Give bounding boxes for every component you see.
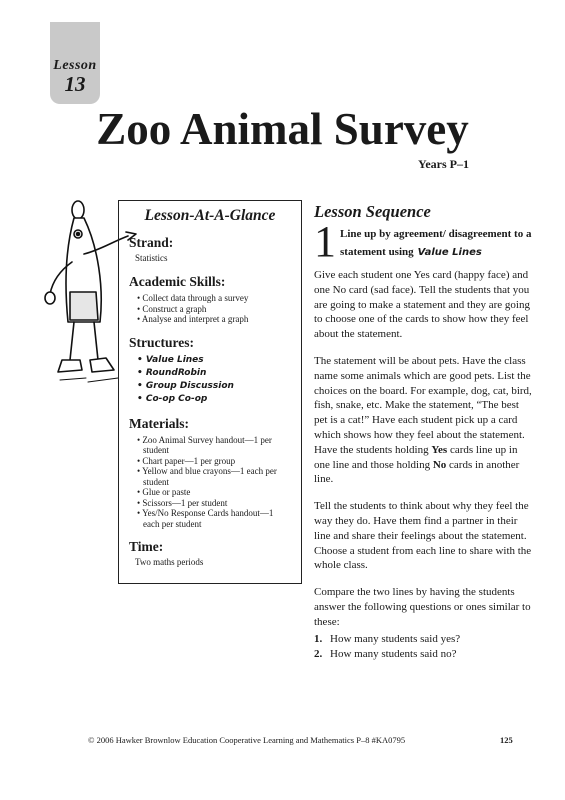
structures-heading: Structures:	[129, 334, 194, 350]
list-item: • RoundRobin	[129, 367, 291, 380]
question-number: 2.	[314, 647, 323, 660]
paragraph-1: Give each student one Yes card (happy face) and one No card (sad face). Tell the students that you are going to make a statement and they are going to choose one of the cards to show how they feel about the statement.	[314, 269, 530, 341]
list-item: • Chart paper—1 per group	[129, 456, 291, 467]
paragraph-2	[314, 354, 534, 487]
materials-heading: Materials:	[129, 415, 189, 431]
lesson-label: Lesson	[53, 58, 97, 73]
list-item: • Yellow and blue crayons—1 each per student	[129, 466, 291, 487]
question-number: 1.	[314, 632, 323, 645]
lesson-at-a-glance-box	[118, 200, 302, 584]
years-label: Years P–1	[418, 157, 469, 171]
no-word: No	[432, 458, 447, 471]
skills-heading: Academic Skills:	[129, 274, 226, 289]
materials-list	[129, 435, 291, 530]
lesson-tab	[50, 22, 100, 104]
structures-list	[129, 354, 291, 406]
time-heading: Time:	[129, 539, 164, 554]
list-item: • Analyse and interpret a graph	[129, 314, 291, 325]
list-item: • Value Lines	[129, 354, 291, 367]
lesson-sequence	[314, 202, 534, 662]
footer-copyright: © 2006 Hawker Brownlow Education Cooperative Learning and Mathematics P–8 #KA0795	[88, 735, 406, 745]
skills-list	[129, 293, 291, 325]
page-title: Zoo Animal Survey	[96, 104, 469, 154]
step-number: 1	[314, 217, 336, 266]
strand-value: Statistics	[135, 253, 168, 263]
paragraph-2-part-c: cards in another line.	[314, 458, 520, 486]
yes-word: Yes	[431, 443, 448, 456]
sequence-title: Lesson Sequence	[314, 202, 431, 221]
question-text: How many students said yes?	[330, 632, 461, 645]
list-item: • Scissors—1 per student	[129, 498, 291, 509]
list-item: • Glue or paste	[129, 487, 291, 498]
time-value: Two maths periods	[135, 557, 204, 567]
paragraph-2-part-a: The statement will be about pets. Have the class name some animals which are good pets. List the choices on the board. For example, dog, cat, bird, fish, snake, etc. Make the statement, “The best pet is a cat!” Have each student pick up a card which shows how they feel about the statement. Have the students holding	[314, 354, 532, 456]
list-item: • Collect data through a survey	[129, 293, 291, 304]
list-item: • Zoo Animal Survey handout—1 per student	[129, 435, 291, 456]
page-number: 125	[500, 735, 513, 745]
question-text: How many students said no?	[330, 647, 457, 660]
paragraph-2-part-b: cards line up in one line and those holding	[314, 443, 518, 471]
paragraph-3: Tell the students to think about why they feel the way they do. Have them find a partner in their line and share their feelings about the statement. Choose a student from each line to share with the whole class.	[314, 500, 532, 572]
step-structure: Value Lines	[417, 247, 482, 258]
strand-heading: Strand:	[129, 235, 174, 250]
list-item: • Co-op Co-op	[129, 393, 291, 406]
list-item: • Group Discussion	[129, 380, 291, 393]
list-item	[314, 647, 534, 662]
list-item: • Yes/No Response Cards handout—1 each per student	[129, 508, 291, 529]
question-list	[314, 632, 534, 662]
step-heading: Line up by agreement/ disagreement to a statement using	[340, 228, 532, 258]
lesson-number: 13	[64, 72, 86, 96]
glance-title: Lesson-At-A-Glance	[144, 207, 276, 224]
step-heading-block	[314, 217, 534, 268]
paragraph-4: Compare the two lines by having the students answer the following questions or ones similar to these:	[314, 586, 531, 628]
list-item	[314, 632, 534, 647]
list-item: • Construct a graph	[129, 304, 291, 315]
